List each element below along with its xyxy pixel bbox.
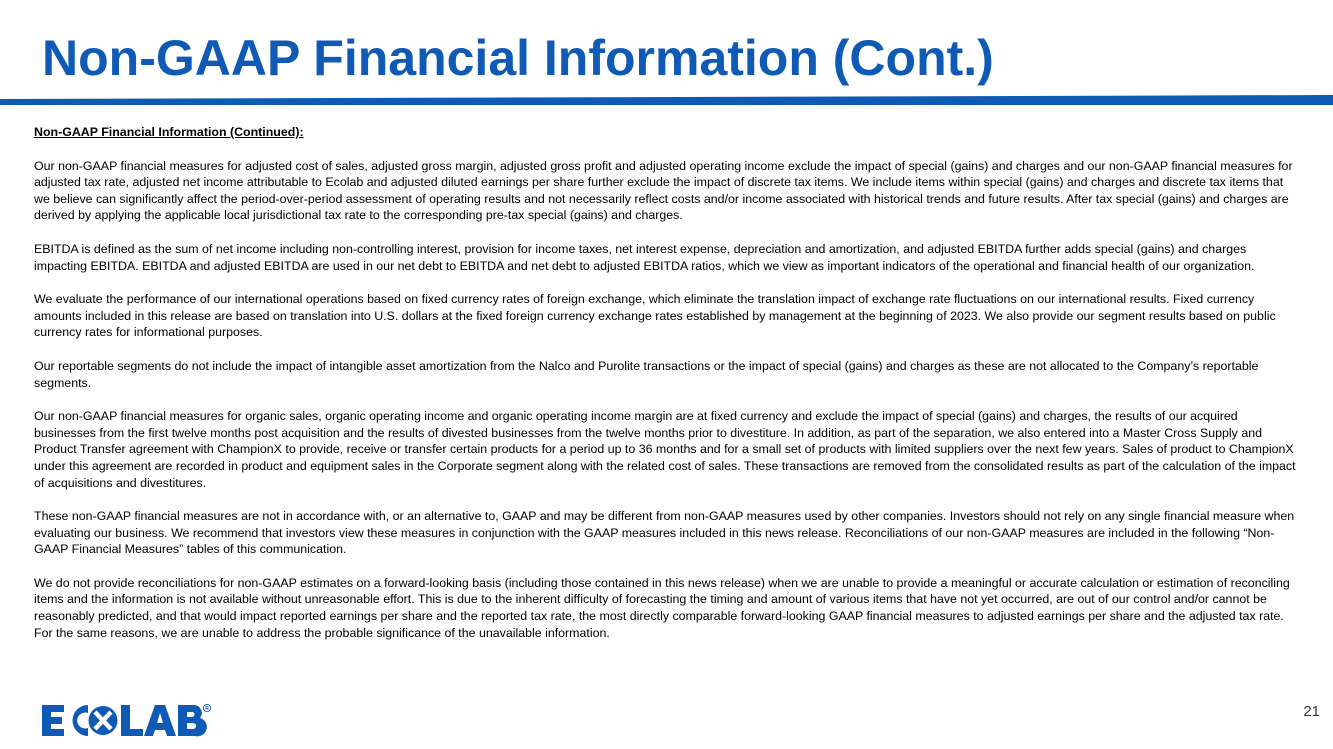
svg-text:R: R <box>205 705 209 712</box>
section-subheading: Non-GAAP Financial Information (Continued): <box>34 125 304 139</box>
page-number: 21 <box>1303 703 1320 720</box>
paragraph-fixed-currency: We evaluate the performance of our international operations based on fixed currency rates of foreign exchange, which eliminate the translation impact of exchange rate fluctuations on our international results. Fixed currency amounts included in this release are based on translation into U.S. dollars at the fixed foreign currency exchange rates established by management at the beginning of 2023. We also provide our segment results based on public currency rates for informational purposes. <box>34 292 1276 340</box>
paragraph-organic-measures: Our non-GAAP financial measures for organic sales, organic operating income and organic operating income margin are at fixed currency and exclude the impact of special (gains) and charges, the results of our acquired businesses from the first twelve months post acquisition and the results of divested businesses from the twelve months prior to divestiture. In addition, as part of the separation, we also entered into a Master Cross Supply and Product Transfer agreement with ChampionX to provide, receive or transfer certain products for a period up to 36 months and for a small set of products with limited suppliers over the next few years. Sales of product to ChampionX under this agreement are recorded in product and equipment sales in the Corporate segment along with the related cost of sales. These transactions are removed from the consolidated results as part of the calculation of the impact of acquisitions and divestitures. <box>34 409 1296 490</box>
paragraph-ebitda: EBITDA is defined as the sum of net income including non-controlling interest, provision for income taxes, net interest expense, depreciation and amortization, and adjusted EBITDA further adds special (gains) and charges impacting EBITDA. EBITDA and adjusted EBITDA are used in our net debt to EBITDA and net debt to adjusted EBITDA ratios, which we view as important indicators of the operational and financial health of our organization. <box>34 241 1255 273</box>
page-title: Non-GAAP Financial Information (Cont.) <box>42 30 994 86</box>
body-text <box>34 124 1296 658</box>
ecolab-logo <box>40 702 215 740</box>
title-divider <box>0 95 1333 105</box>
paragraph-adjusted-measures: Our non-GAAP financial measures for adjusted cost of sales, adjusted gross margin, adjusted gross profit and adjusted operating income exclude the impact of special (gains) and charges and our non-GAAP financial measures for adjusted tax rate, adjusted net income attributable to Ecolab and adjusted diluted earnings per share further exclude the impact of discrete tax items. We include items within special (gains) and charges and discrete tax items that we believe can significantly affect the period-over-period assessment of operating results and not necessarily reflect costs and/or income associated with historical trends and future results. After tax special (gains) and charges are derived by applying the applicable local jurisdictional tax rate to the corresponding pre-tax special (gains) and charges. <box>34 158 1293 223</box>
paragraph-forward-looking: We do not provide reconciliations for non-GAAP estimates on a forward-looking basis (including those contained in this news release) when we are unable to provide a meaningful or accurate calculation or estimation of reconciling items and the information is not available without unreasonable effort. This is due to the inherent difficulty of forecasting the timing and amount of various items that have not yet occurred, are out of our control and/or cannot be reasonably predicted, and that would impact reported earnings per share and the reported tax rate, the most directly comparable forward-looking GAAP financial measures to adjusted earnings per share and the adjusted tax rate. For the same reasons, we are unable to address the probable significance of the unavailable information. <box>34 575 1290 640</box>
paragraph-reportable-segments: Our reportable segments do not include the impact of intangible asset amortization from the Nalco and Purolite transactions or the impact of special (gains) and charges as these are not allocated to the Company’s reportable segments. <box>34 358 1259 390</box>
paragraph-gaap-disclaimer: These non-GAAP financial measures are not in accordance with, or an alternative to, GAAP and may be different from non-GAAP measures used by other companies. Investors should not rely on any single financial measure when evaluating our business. We recommend that investors view these measures in conjunction with the GAAP measures included in this news release. Reconciliations of our non-GAAP measures are included in the following “Non-GAAP Financial Measures” tables of this communication. <box>34 509 1295 557</box>
ecolab-logo-mark <box>40 702 215 740</box>
title-divider-bar <box>0 95 1333 105</box>
